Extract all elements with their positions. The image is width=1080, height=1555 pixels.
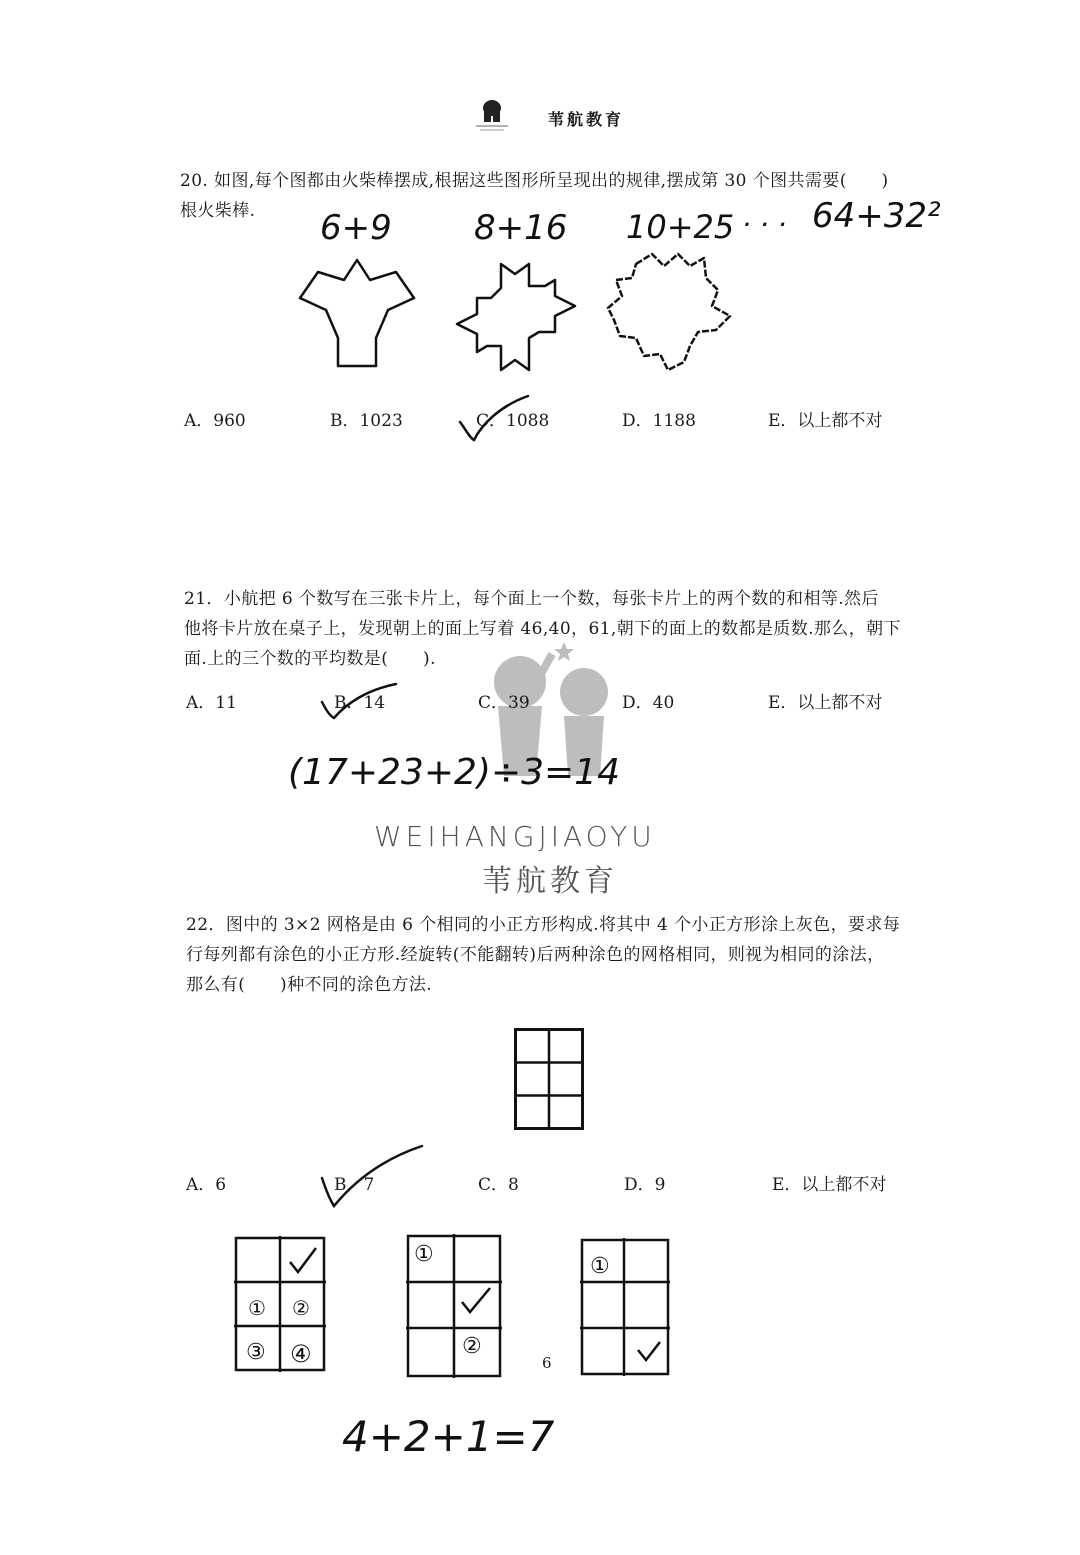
q20-hand-dots: · · · <box>742 208 787 241</box>
q21-option-b[interactable]: B．14 <box>334 693 386 713</box>
q20-option-d[interactable]: D．1188 <box>622 411 696 431</box>
grid2-mark-1: ① <box>414 1242 434 1267</box>
brand-logo <box>474 98 510 132</box>
q22-option-a[interactable]: A．6 <box>186 1175 227 1195</box>
matchstick-figure-3 <box>606 250 734 374</box>
check-mark-icon <box>456 394 530 442</box>
brand-title: 苇航教育 <box>548 110 625 129</box>
grid1-mark-1: ① <box>248 1296 266 1320</box>
q21-option-e[interactable]: E．以上都不对 <box>768 693 883 713</box>
watermark-cn: 苇航教育 <box>482 864 618 899</box>
q22-handwritten-sum: 4+2+1=7 <box>342 1412 555 1461</box>
q21-option-d[interactable]: D．40 <box>622 693 675 713</box>
q22-option-c[interactable]: C．8 <box>478 1175 519 1195</box>
q22-stem-line1: 22．图中的 3×2 网格是由 6 个相同的小正方形构成.将其中 4 个小正方形涂上灰色，要求每 <box>186 915 901 935</box>
grid2-mark-2: ② <box>462 1334 482 1359</box>
q20-option-c[interactable]: C．1088 <box>476 411 550 431</box>
q20-stem-line2: 根火柴棒. <box>180 201 256 221</box>
q21-stem-line1: 21．小航把 6 个数写在三张卡片上，每个面上一个数，每张卡片上的两个数的和相等.然后 <box>184 589 879 609</box>
q22-stem-line2: 行每列都有涂色的小正方形.经旋转(不能翻转)后两种涂色的网格相同，则视为相同的涂法， <box>186 945 885 965</box>
q22-option-d[interactable]: D．9 <box>624 1175 666 1195</box>
q22-option-e[interactable]: E．以上都不对 <box>772 1175 887 1195</box>
q22-option-b[interactable]: B．7 <box>334 1175 375 1195</box>
q20-option-b[interactable]: B．1023 <box>330 411 403 431</box>
q22-stem-line3: 那么有( )种不同的涂色方法. <box>186 975 433 995</box>
q20-stem-line1: 20. 如图,每个图都由火柴棒摆成,根据这些图形所呈现出的规律,摆成第 30 个图共需要( ) <box>180 171 889 191</box>
matchstick-figure-1 <box>298 258 416 368</box>
q20-hand-4: 64+32² <box>812 196 941 236</box>
grid1-mark-4: ④ <box>290 1340 312 1368</box>
check-mark-icon <box>318 680 398 720</box>
grid-3x2-figure <box>514 1028 584 1130</box>
q21-option-c[interactable]: C．39 <box>478 693 530 713</box>
check-mark-icon <box>316 1144 424 1208</box>
q21-handwritten-solution: (17+23+2)÷3=14 <box>288 752 620 793</box>
q20-hand-2: 8+16 <box>474 208 568 248</box>
q21-stem-line2: 他将卡片放在桌子上，发现朝上的面上写着 46,40，61,朝下的面上的数都是质数.那么，朝下 <box>184 619 901 639</box>
page-number: 6 <box>542 1354 552 1372</box>
grid3-mark-1: ① <box>590 1254 610 1279</box>
watermark-en: WEIHANGJIAOYU <box>374 820 656 853</box>
matchstick-figure-2 <box>455 262 577 374</box>
grid1-mark-2: ② <box>292 1296 310 1320</box>
q20-hand-3: 10+25 <box>626 208 735 246</box>
q21-option-a[interactable]: A．11 <box>186 693 237 713</box>
q21-stem-line3: 面.上的三个数的平均数是( ). <box>184 649 436 669</box>
q20-option-e[interactable]: E．以上都不对 <box>768 411 883 431</box>
grid1-mark-3: ③ <box>246 1340 266 1365</box>
q20-hand-1: 6+9 <box>320 208 392 248</box>
q20-option-a[interactable]: A．960 <box>184 411 246 431</box>
